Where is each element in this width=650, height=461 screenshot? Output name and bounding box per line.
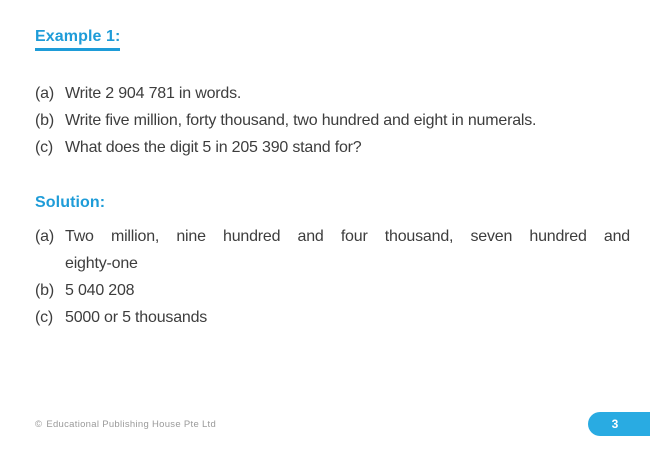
question-list (35, 80, 630, 161)
solution-item (35, 277, 630, 304)
page-number: 3 (611, 417, 619, 431)
question-text: What does the digit 5 in 205 390 stand for? (65, 139, 362, 156)
footer-copyright (35, 419, 216, 430)
page-content (35, 28, 630, 331)
solution-heading: Solution: (35, 194, 106, 211)
question-label: (b) (35, 112, 54, 129)
question-label: (c) (35, 139, 54, 156)
solution-text-line: Two million, nine hundred and four thousand, seven hundred and (65, 228, 630, 245)
question-item (35, 107, 630, 134)
solution-label: (b) (35, 282, 54, 299)
copyright-text: Educational Publishing House Pte Ltd (46, 419, 217, 430)
solution-list (35, 223, 630, 331)
solution-label: (a) (35, 228, 54, 245)
solution-item (35, 223, 630, 277)
solution-label: (c) (35, 309, 54, 326)
copyright-icon: © (35, 419, 43, 430)
solution-text: 5000 or 5 thousands (65, 309, 208, 326)
question-text: Write 2 904 781 in words. (65, 85, 242, 102)
solution-text (65, 223, 630, 277)
question-text: Write five million, forty thousand, two hundred and eight in numerals. (65, 112, 537, 129)
question-label: (a) (35, 85, 54, 102)
question-item (35, 80, 630, 107)
page-number-tab (588, 412, 650, 436)
example-heading: Example 1: (35, 28, 120, 51)
question-item (35, 134, 630, 161)
solution-item (35, 304, 630, 331)
solution-text-line: eighty-one (65, 255, 138, 272)
solution-text: 5 040 208 (65, 282, 135, 299)
